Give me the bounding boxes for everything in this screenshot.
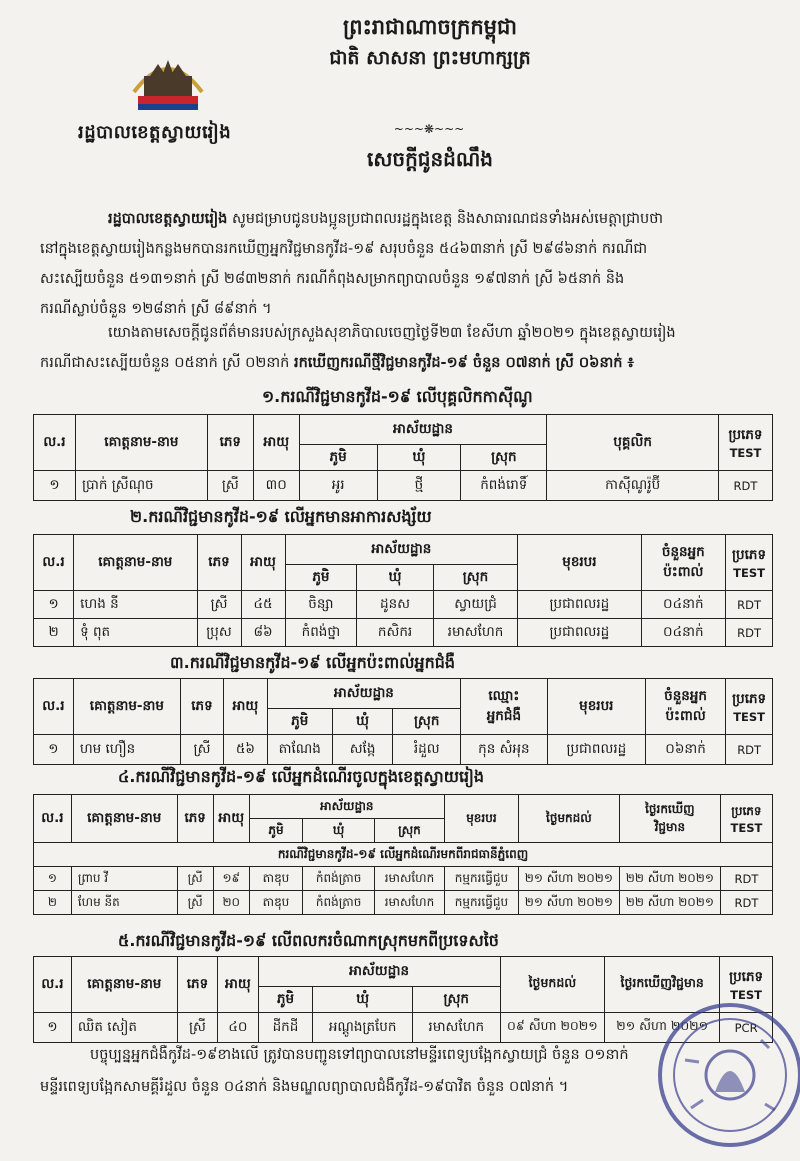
cell-age: ៥៦ (224, 735, 268, 765)
cell-age: ៤០ (218, 1013, 258, 1043)
cell-name: ព្រាប វី (71, 867, 177, 891)
cell-district: ស្វាយជ្រំ (433, 591, 517, 619)
cell-contacts: ០៤នាក់ (641, 619, 726, 647)
header-sex: ភេទ (177, 957, 218, 1013)
header-village: ភូមិ (285, 565, 357, 591)
header-test (726, 535, 773, 591)
header-test-line2: TEST (729, 445, 762, 460)
header-address: អាស័យដ្ឋាន (285, 535, 518, 565)
cell-contacts: ០៦នាក់ (645, 735, 725, 765)
header-test-line2: TEST (730, 820, 763, 835)
cell-sex: ស្រី (207, 471, 253, 501)
section-2-title: ២.ករណីវិជ្ជមានកូវីដ-១៩ លើអ្នកមានអាការសង្ស័យ (130, 507, 432, 526)
cell-village: តាឌុប (249, 891, 303, 915)
cell-commune: កសិករ (357, 619, 433, 647)
header-contacts-line2: ប៉ះពាល់ (663, 563, 704, 580)
header-no: ល.រ (34, 795, 72, 843)
national-motto: ជាតិ សាសនា ព្រះមហាក្សត្រ (329, 47, 531, 69)
cell-commune: ថ្មី (377, 471, 461, 501)
table-casino-staff (33, 414, 773, 501)
cell-no: ១ (34, 591, 74, 619)
cell-village: តាឌុប (249, 867, 303, 891)
cell-commune: សង្កែ (332, 735, 393, 765)
section-5-title: ៥.ករណីវិជ្ជមានកូវីដ-១៩ លើពលករចំណាកស្រុកមកពីប្រទេសថៃ (118, 931, 499, 950)
intro-line-4: ករណីស្លាប់ចំនួន ១២៨នាក់ ស្រី ៨៩នាក់ ។ (40, 301, 272, 317)
intro-line-2: នៅក្នុងខេត្តស្វាយរៀងកន្លងមកបានរកឃើញអ្នកវិជ្ជមានកូវីដ-១៩ សរុបចំនួន ៥៤៦៣នាក់ ស្រី ២៩៨៦នាក់ ករណីជា (40, 241, 648, 257)
cell-personnel: កាស៊ីណូរ៉ូប៊ី (547, 471, 719, 501)
cell-test: RDT (720, 867, 772, 891)
cell-age: ២០ (213, 891, 249, 915)
cell-arrival: ២១ សីហា ២០២១ (518, 891, 619, 915)
header-contacts (641, 535, 726, 591)
intro-line-1: សូមជម្រាបជូនបងប្អូនប្រជាពលរដ្ឋក្នុងខេត្ត និងសាធារណជនទាំងអស់មេត្តាជ្រាបថា (227, 211, 664, 227)
header-sex: ភេទ (177, 795, 213, 843)
header-test (718, 415, 772, 471)
cell-arrival: ០៩ សីហា ២០២១ (500, 1013, 605, 1043)
table-contacts (33, 678, 773, 765)
header-commune: ឃុំ (313, 987, 413, 1013)
header-found-line1: ថ្ងៃរកឃើញ (645, 801, 695, 816)
cell-test: RDT (720, 891, 772, 915)
header-district: ស្រុក (374, 819, 444, 843)
header-occupation: មុខរបរ (547, 679, 645, 735)
kingdom-heading: ព្រះរាជាណាចក្រកម្ពុជា (342, 15, 517, 39)
table-row (34, 891, 773, 915)
cell-age: ៨៦ (241, 619, 285, 647)
header-contacts-line1: ចំនួនអ្នក (664, 687, 707, 704)
cell-contacts: ០៤នាក់ (641, 591, 726, 619)
update-line-2b: រកឃើញករណីថ្មីវិជ្ជមានកូវីដ-១៩ ចំនួន ០៧នាក់ ស្រី ០៦នាក់ ៖ (294, 355, 634, 371)
table-row (34, 867, 773, 891)
subheader-phnom-penh: ករណីវិជ្ជមានកូវីដ-១៩ លើអ្នកដំណើរមកពីរាជធានីភ្នំពេញ (34, 843, 773, 867)
cell-test: RDT (726, 591, 773, 619)
cell-found: ២២ សីហា ២០២១ (619, 867, 720, 891)
header-patient-line1: ឈ្មោះ (488, 687, 520, 704)
cell-village: ដីកដី (258, 1013, 313, 1043)
cell-sex: ស្រី (177, 867, 213, 891)
footer-line-2: មន្ទីរពេទ្យបង្អែកសាមគ្គីរំដួល ចំនួន ០៤នាក់ និងមណ្ឌលព្យាបាលជំងឺកូវីដ-១៩បាវិត ចំនួន ០៧នាក់ ។ (40, 1079, 569, 1095)
header-age: អាយុ (224, 679, 268, 735)
table-row (34, 471, 773, 501)
table-travelers (33, 794, 773, 915)
header-name: គោត្តនាម-នាម (73, 679, 180, 735)
header-arrival: ថ្ងៃមកដល់ (518, 795, 619, 843)
header-test-line1: ប្រភេទ (732, 546, 767, 563)
cell-test: RDT (718, 471, 772, 501)
header-test-line1: ប្រភេទ (732, 690, 767, 707)
header-contacts-line1: ចំនួនអ្នក (661, 543, 705, 560)
header-age: អាយុ (218, 957, 258, 1013)
header-name: គោត្តនាម-នាម (74, 535, 197, 591)
header-no: ល.រ (34, 679, 74, 735)
cell-district: កំពង់រោទិ៍ (461, 471, 547, 501)
cell-commune: កំពង់ត្រាច (303, 867, 375, 891)
header-name: គោត្តនាម-នាម (71, 795, 177, 843)
header-found-line2: វិជ្ជមាន (654, 819, 686, 834)
cell-name: ហេង នី (74, 591, 197, 619)
header-sex: ភេទ (207, 415, 253, 471)
section-3-title: ៣.ករណីវិជ្ជមានកូវីដ-១៩ លើអ្នកប៉ះពាល់អ្នកជំងឺ (170, 653, 456, 672)
cell-occupation: កម្មករធ្វើជួប (444, 891, 518, 915)
cell-district: រមាសហែក (412, 1013, 500, 1043)
header-found (619, 795, 720, 843)
header-test-line1: ប្រភេទ (729, 968, 764, 985)
header-address: អាស័យដ្ឋាន (249, 795, 444, 819)
header-age: អាយុ (213, 795, 249, 843)
header-occupation: មុខរបរ (518, 535, 641, 591)
footer-line-1: បច្ចុប្បន្នអ្នកជំងឺកូវីដ-១៩ខាងលើ ត្រូវបានបញ្ជូនទៅព្យាបាលនៅមន្ទីរពេទ្យបង្អែកស្វាយជ្រំ ចំនួន ០១នាក់ (90, 1047, 629, 1063)
header-district: ស្រុក (393, 709, 461, 735)
header-district: ស្រុក (461, 445, 547, 471)
cell-no: ១ (34, 735, 74, 765)
cell-commune: អណ្តូងត្របែក (313, 1013, 413, 1043)
intro-line-3: សះស្បើយចំនួន ៥១៣១នាក់ ស្រី ២៨៣២នាក់ ករណីកំពុងសម្រាកព្យាបាលចំនួន ១៩៧នាក់ ស្រី ៦៥នាក់ និង (40, 271, 625, 287)
header-village: ភូមិ (267, 709, 332, 735)
cell-age: ១៩ (213, 867, 249, 891)
cell-no: ១ (34, 1013, 72, 1043)
cell-test: PCR (720, 1013, 773, 1043)
header-district: ស្រុក (433, 565, 517, 591)
intro-paragraph (40, 204, 780, 324)
cell-sex: ស្រី (177, 891, 213, 915)
header-test-line1: ប្រភេទ (731, 803, 762, 818)
official-seal-icon (655, 1000, 800, 1150)
table-suspected (33, 534, 773, 647)
header-name: គោត្តនាម-នាម (75, 415, 207, 471)
office-name: រដ្ឋបាលខេត្តស្វាយរៀង (78, 122, 232, 143)
header-arrival: ថ្ងៃមកដល់ (500, 957, 605, 1013)
cell-name: ឈិត សៀត (71, 1013, 177, 1043)
header-sex: ភេទ (197, 535, 241, 591)
header-contacts (645, 679, 725, 735)
cell-sex: ស្រី (197, 591, 241, 619)
cell-occupation: ប្រជាពលរដ្ឋ (518, 619, 641, 647)
table-row (34, 619, 773, 647)
cell-occupation: ប្រជាពលរដ្ឋ (547, 735, 645, 765)
header-address: អាស័យដ្ឋាន (299, 415, 547, 445)
header-address: អាស័យដ្ឋាន (267, 679, 460, 709)
cell-village: តាណែង (267, 735, 332, 765)
cell-village: ចិន្សា (285, 591, 357, 619)
header-test-line2: TEST (733, 709, 766, 724)
cell-patient: កុន សំអុន (461, 735, 548, 765)
angkor-emblem-icon (128, 52, 208, 114)
header-patient (461, 679, 548, 735)
header-test (726, 679, 773, 735)
header-test-line2: TEST (733, 565, 765, 580)
header-age: អាយុ (253, 415, 299, 471)
cell-name: ហម ហឿន (73, 735, 180, 765)
header-address: អាស័យដ្ឋាន (258, 957, 500, 987)
header-commune: ឃុំ (357, 565, 433, 591)
header-name: គោត្តនាម-នាម (71, 957, 177, 1013)
document-title: សេចក្តីជូនដំណឹង (367, 147, 493, 171)
header-no: ល.រ (34, 535, 74, 591)
cell-sex: ប្រុស (197, 619, 241, 647)
cell-village: កំពង់ថ្នា (285, 619, 357, 647)
cell-no: ១ (34, 867, 72, 891)
cell-commune: ដូនស (357, 591, 433, 619)
header-age: អាយុ (241, 535, 285, 591)
cell-name: ហែម នីត (71, 891, 177, 915)
cell-found: ២១ សីហា ២០២១ (605, 1013, 720, 1043)
cell-district: រមាសហែក (374, 891, 444, 915)
cell-no: ១ (34, 471, 76, 501)
cell-arrival: ២១ សីហា ២០២១ (518, 867, 619, 891)
cell-occupation: កម្មករធ្វើជួប (444, 867, 518, 891)
cell-district: រមាសហែក (374, 867, 444, 891)
table-row (34, 735, 773, 765)
header-personnel: បុគ្គលិក (547, 415, 719, 471)
cell-commune: កំពង់ត្រាច (303, 891, 375, 915)
header-commune: ឃុំ (377, 445, 461, 471)
header-village: ភូមិ (258, 987, 313, 1013)
header-village: ភូមិ (299, 445, 377, 471)
header-village: ភូមិ (249, 819, 303, 843)
cell-sex: ស្រី (177, 1013, 218, 1043)
update-paragraph (40, 318, 780, 378)
header-test (720, 795, 772, 843)
update-line-2a: ករណីជាសះស្បើយចំនួន ០៥នាក់ ស្រី ០២នាក់ (40, 355, 294, 371)
table-row (34, 591, 773, 619)
header-no: ល.រ (34, 415, 76, 471)
section-4-title: ៤.ករណីវិជ្ជមានកូវីដ-១៩ លើអ្នកដំណើរចូលក្នុងខេត្តស្វាយរៀង (118, 767, 485, 786)
cell-name: ប្រាក់ ស្រីណុច (75, 471, 207, 501)
header-test-line2: TEST (730, 987, 762, 1002)
cell-found: ២២ សីហា ២០២១ (619, 891, 720, 915)
header-sex: ភេទ (180, 679, 223, 735)
section-1-title: ១.ករណីវិជ្ជមានកូវីដ-១៩ លើបុគ្គលិកកាស៊ីណូ (262, 387, 533, 406)
header-test-line1: ប្រភេទ (728, 426, 763, 443)
header-district: ស្រុក (412, 987, 500, 1013)
cell-district: រមាសហែក (433, 619, 517, 647)
header-contacts-line2: ប៉ះពាល់ (665, 707, 706, 724)
cell-test: RDT (726, 735, 773, 765)
cell-age: ៣០ (253, 471, 299, 501)
cell-district: រំដួល (393, 735, 461, 765)
header-commune: ឃុំ (303, 819, 375, 843)
cell-no: ២ (34, 619, 74, 647)
header-occupation: មុខរបរ (444, 795, 518, 843)
intro-lead: រដ្ឋបាលខេត្តស្វាយរៀង (108, 211, 228, 227)
cell-village: អូរ (299, 471, 377, 501)
update-line-1: យោងតាមសេចក្តីជូនព័ត៌មានរបស់ក្រសួងសុខាភិបាលចេញថ្ងៃទី២៣ ខែសីហា ឆ្នាំ២០២១ ក្នុងខេត្តស្វាយរៀង (108, 325, 676, 341)
ornament-divider: ~~~❋~~~ (393, 122, 465, 136)
header-no: ល.រ (34, 957, 72, 1013)
header-patient-line2: អ្នកជំងឺ (486, 707, 522, 724)
cell-no: ២ (34, 891, 72, 915)
cell-test: RDT (726, 619, 773, 647)
header-commune: ឃុំ (332, 709, 393, 735)
header-found: ថ្ងៃរកឃើញវិជ្ជមាន (605, 957, 720, 1013)
cell-age: ៤៥ (241, 591, 285, 619)
cell-name: ទុំ ពុត (74, 619, 197, 647)
cell-occupation: ប្រជាពលរដ្ឋ (518, 591, 641, 619)
cell-sex: ស្រី (180, 735, 223, 765)
